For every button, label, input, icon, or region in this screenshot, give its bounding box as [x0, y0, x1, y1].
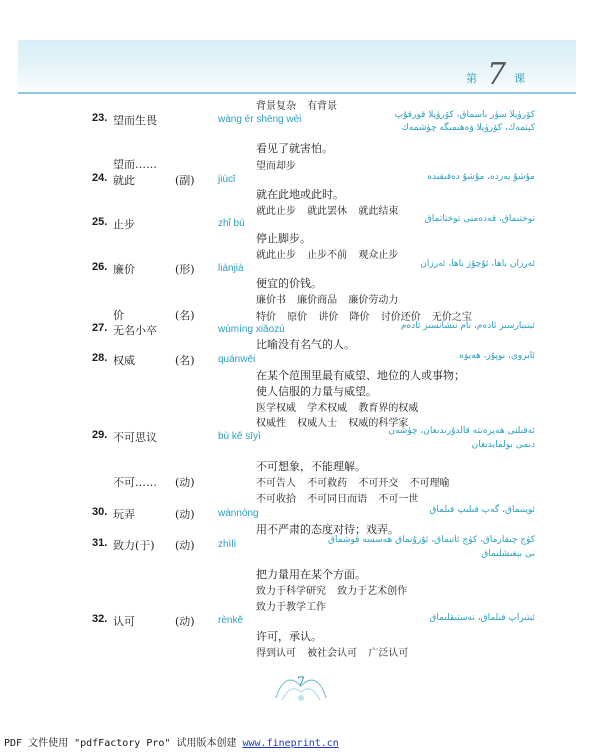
- entry-ex-l56: 不可收拾 不可同日而语 不可一世: [256, 494, 419, 505]
- entry-pos-l31: (名): [175, 309, 195, 322]
- entry-uy-l67: كۈچ چىقارماق، كۈچ ئاتىماق، ئۇرۇنماق ھەسسە قوشماق: [328, 535, 535, 545]
- entry-ex-l16: 就此止步 就此罢休 就此结束: [256, 206, 399, 217]
- entry-uy-l50: ئەقىلنى ھەيرەتتە قالدۇرىدىغان، چۈشەن: [388, 426, 535, 436]
- entry-pos-l12: (副): [175, 174, 195, 187]
- lesson-label-prefix: 第: [466, 72, 477, 85]
- entry-num-l57: 30.: [92, 506, 108, 518]
- entry-def-l7: 看见了就害怕。: [256, 142, 333, 155]
- entry-pinyin-l60: wánnòng: [218, 508, 259, 519]
- entry-num-l63: 31.: [92, 537, 108, 549]
- entry-ex-l70: 致力于科学研究 致力于艺术创作: [256, 586, 408, 597]
- entry-num-l38: 28.: [92, 352, 108, 364]
- entry-uy-l14: مۇشۇ يەردە، مۇشۇ دەقىقىدە: [427, 172, 535, 182]
- entry-word-l24: 廉价: [113, 263, 135, 276]
- entry-ex-l78: 得到认可 被社会认可 广泛认可: [256, 648, 409, 659]
- entry-word-l34: 无名小卒: [113, 324, 157, 337]
- entry-ex-l46: 权威性 权威人士 权威的科学家: [256, 418, 409, 429]
- entry-num-l2: 23.: [92, 112, 108, 124]
- entry-pos-l74: (动): [175, 615, 195, 628]
- entry-word-l58: 玩弄: [113, 508, 135, 521]
- entry-ex-l71: 致力于教学工作: [256, 602, 326, 613]
- entry-def-l15: 就在此地或此时。: [256, 188, 344, 201]
- entry-pinyin-l4: wàng ér shēng wèi: [218, 114, 302, 125]
- entry-word-l30: 价: [113, 309, 124, 322]
- lesson-label-suffix: 课: [514, 72, 525, 85]
- entry-def-l69: 把力量用在某个方面。: [256, 568, 366, 581]
- entry-word-l8: 望而……: [113, 158, 157, 171]
- entry-uy-l68: نى بېغىشلىماق: [481, 549, 535, 559]
- entry-uy-l36: ئېتىبارسىز ئادەم، نام نىشانسىز ئادەم: [400, 321, 535, 331]
- entry-uy-l76: ئېتىراپ قىلماق، تەستىقلىماق: [429, 613, 535, 623]
- entry-word-l18: 止步: [113, 218, 135, 231]
- entry-def-l44: 使人信服的力量与威望。: [256, 385, 377, 398]
- entry-ex-l45: 医学权威 学术权威 教育界的权威: [256, 403, 419, 414]
- entry-pinyin-l19: zhǐ bù: [218, 218, 245, 229]
- entry-ex-l1: 背景复杂 有背景: [256, 101, 338, 112]
- entry-pinyin-l13: jiùcǐ: [218, 174, 236, 185]
- entry-num-l17: 25.: [92, 216, 108, 228]
- entry-def-l62: 用不严肃的态度对待；戏弄。: [256, 523, 399, 536]
- entry-uy-l27: ئەرزان باھا، ئۇچۇز باھا، ئەرزان: [420, 259, 535, 269]
- entry-ex-l55: 不可告人 不可救药 不可开交 不可理喻: [256, 478, 450, 489]
- entry-word-l48: 不可思议: [113, 431, 157, 444]
- entry-word-l64: 致力(于): [113, 539, 155, 552]
- entry-pinyin-l41: quánwēi: [218, 354, 256, 365]
- entry-uy-l5: كۆرۈپلا سۈر باسماق، كۆرۈپلا قورقۇپ: [394, 110, 535, 120]
- entry-word-l39: 权威: [113, 354, 135, 367]
- entry-pos-l65: (动): [175, 539, 195, 552]
- entry-ex-l32: 特价 原价 讲价 降价 讨价还价 无价之宝: [256, 312, 472, 323]
- entry-word-l53: 不可……: [113, 476, 157, 489]
- entry-num-l72: 32.: [92, 613, 108, 625]
- entry-def-l52: 不可想象，不能理解。: [256, 460, 366, 473]
- entry-def-l43: 在某个范围里最有威望、地位的人或事物；: [256, 369, 465, 382]
- entry-uy-l20: توختىماق، قەدەمنى توختاتماق: [424, 214, 535, 224]
- entry-ex-l22: 就此止步 止步不前 观众止步: [256, 250, 399, 261]
- entry-uy-l61: ئوينىماق، گەپ قىلىپ قىلماق: [429, 505, 535, 515]
- entry-def-l21: 停止脚步。: [256, 232, 311, 245]
- entry-pos-l54: (动): [175, 476, 195, 489]
- entry-num-l23: 26.: [92, 261, 108, 273]
- entry-ex-l29: 廉价书 廉价商品 廉价劳动力: [256, 295, 399, 306]
- entry-num-l47: 29.: [92, 429, 108, 441]
- entry-uy-l42: ئابروي، نوپۇز، ھەيۋە: [459, 351, 535, 361]
- entry-word-l3: 望而生畏: [113, 114, 157, 127]
- entry-pinyin-l66: zhìlì: [218, 539, 237, 550]
- entry-def-l77: 许可，承认。: [256, 630, 322, 643]
- entry-uy-l6: كېتمەك، كۆرۈپلا ۋەھىمىگە چۈشمەك: [401, 123, 535, 133]
- entry-num-l10: 24.: [92, 172, 108, 184]
- entry-word-l11: 就此: [113, 174, 135, 187]
- entry-pos-l25: (形): [175, 263, 195, 276]
- entry-pos-l59: (动): [175, 508, 195, 521]
- page-number: 7: [296, 675, 306, 690]
- entry-word-l73: 认可: [113, 615, 135, 628]
- entry-pinyin-l49: bù kě sīyì: [218, 431, 261, 442]
- entry-def-l37: 比喻没有名气的人。: [256, 338, 355, 351]
- entry-ex-l9: 望而却步: [256, 161, 296, 172]
- footer-link[interactable]: www.fineprint.cn: [242, 738, 339, 749]
- footer-text: PDF 文件使用 "pdfFactory Pro" 试用版本创建: [4, 738, 243, 749]
- entry-pinyin-l26: liánjià: [218, 263, 244, 274]
- lesson-number: 7: [487, 57, 507, 92]
- entry-pinyin-l35: wúmíng xiǎozú: [218, 324, 285, 335]
- entry-pos-l40: (名): [175, 354, 195, 367]
- entry-uy-l51: دىمى بولمايدىغان: [471, 440, 535, 450]
- entry-pinyin-l75: rènkě: [218, 615, 244, 626]
- footer: [4, 734, 339, 749]
- entry-num-l33: 27.: [92, 322, 108, 334]
- entry-def-l28: 便宜的价钱。: [256, 277, 322, 290]
